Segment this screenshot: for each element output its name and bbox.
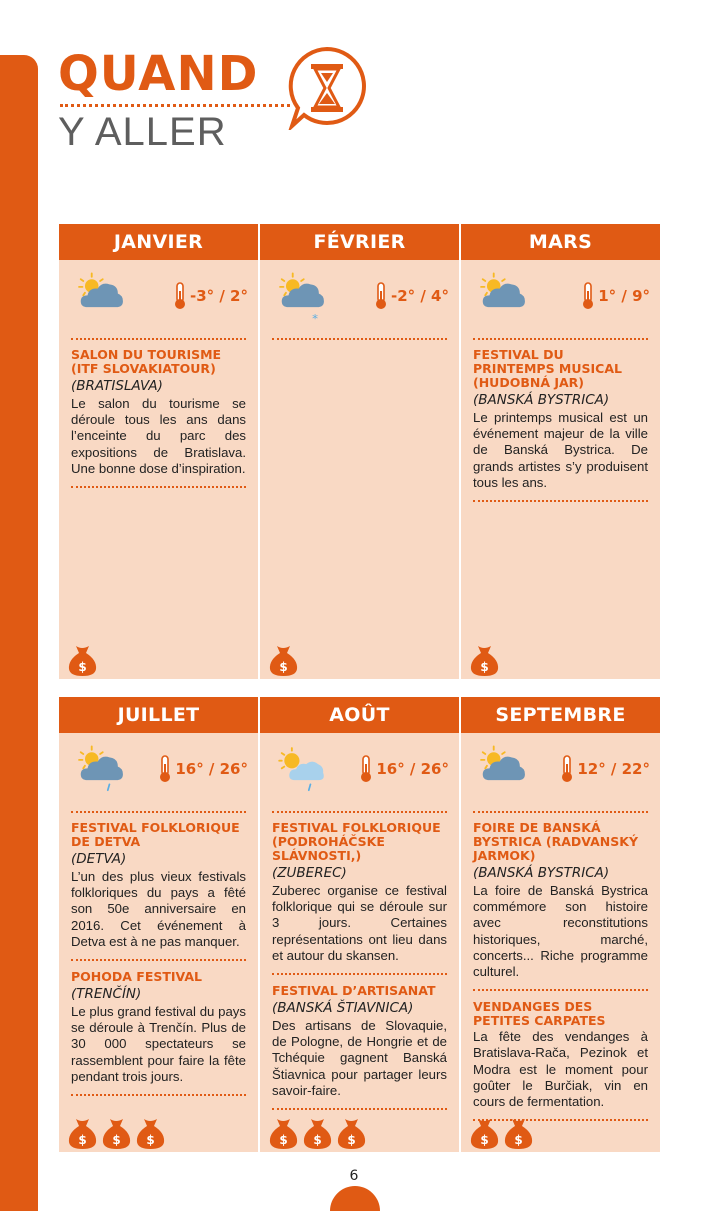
title-divider	[60, 104, 290, 107]
budget-indicator	[469, 643, 500, 677]
sun-cloud-icon	[73, 270, 129, 324]
events-list	[59, 340, 258, 488]
thermometer-icon	[173, 282, 187, 310]
events-list	[260, 813, 459, 1110]
weather-row	[260, 260, 459, 338]
svg-text:$: $	[347, 1133, 356, 1147]
budget-indicator	[268, 643, 299, 677]
temperature	[374, 282, 449, 310]
money-bag-icon	[336, 1116, 367, 1150]
event-divider	[473, 500, 648, 502]
weather-row	[260, 733, 459, 811]
event-description: La fête des vendanges à Bratislava-Rača, Pezinok et Modra est le moment pour goûter le Burčiak, vin en cours de fermentation.	[473, 1029, 648, 1110]
svg-text:$: $	[480, 1133, 489, 1147]
money-bag-icon	[67, 1116, 98, 1150]
event-description: La foire de Banská Bystrica commémore son histoire avec reconstitutions historiques, marché, concerts... Riche programme culturel.	[473, 883, 648, 980]
event-item	[473, 1000, 648, 1121]
event-description: Le printemps musical est un événement majeur de la ville de Banská Bystrica. De grands artistes s’y produisent tous les ans.	[473, 410, 648, 490]
svg-text:*: *	[312, 311, 319, 324]
event-description: Le plus grand festival du pays se déroule à Trenčín. Plus de 30 000 spectateurs se rassemblent pour faire la fête pendant trois jours.	[71, 1004, 246, 1084]
money-bag-icon	[469, 643, 500, 677]
event-place: (BANSKÁ BYSTRICA)	[473, 392, 610, 408]
event-place: (DETVA)	[71, 851, 127, 867]
event-title: FESTIVAL FOLKLORIQUE DE DETVA	[71, 820, 240, 849]
temperature-range: 12° / 22°	[577, 760, 650, 778]
event-divider	[71, 1094, 246, 1096]
sun-cloud-icon	[475, 743, 531, 797]
temperature-range: -2° / 4°	[390, 287, 449, 305]
hourglass-icon	[284, 44, 370, 130]
svg-text:$: $	[514, 1133, 523, 1147]
temperature	[359, 755, 449, 783]
month-name: FÉVRIER	[260, 224, 459, 260]
event-item	[71, 970, 246, 1096]
money-bag-icon	[101, 1116, 132, 1150]
event-title: FOIRE DE BANSKÁ BYSTRICA (RADVANSKÝ JARMOK)	[473, 820, 638, 863]
event-title: FESTIVAL FOLKLORIQUE (PODROHÁČSKE SLÁVNOSTI,)	[272, 820, 441, 863]
events-list	[461, 813, 660, 1121]
sun-cloud-rain-icon	[73, 743, 129, 797]
money-bag-icon	[503, 1116, 534, 1150]
weather-row	[461, 733, 660, 811]
event-divider	[272, 973, 447, 975]
month-name: MARS	[461, 224, 660, 260]
event-divider	[473, 989, 648, 991]
event-description: Le salon du tourisme se déroule tous les ans dans l’enceinte du parc des expositions de Bratislava. Une bonne dose d’inspiration.	[71, 396, 246, 476]
svg-text:$: $	[146, 1133, 155, 1147]
event-divider	[71, 486, 246, 488]
temperature-range: 1° / 9°	[598, 287, 650, 305]
sun-cloud-rain-icon	[274, 743, 330, 797]
event-place: (BANSKÁ BYSTRICA)	[473, 865, 610, 881]
svg-text:$: $	[78, 660, 87, 674]
event-place: (TRENČÍN)	[71, 986, 142, 1003]
event-item	[272, 821, 447, 975]
event-title: FESTIVAL D’ARTISANAT	[272, 983, 436, 999]
svg-text:$: $	[480, 660, 489, 674]
event-description: Des artisans de Slovaquie, de Pologne, de Hongrie et de Tchéquie gagnent Banská Štiavnica pour partager leurs savoir-faire.	[272, 1018, 447, 1098]
temperature	[560, 755, 650, 783]
event-title: SALON DU TOURISME (ITF SLOVAKIATOUR)	[71, 347, 222, 376]
temperature-range: 16° / 26°	[376, 760, 449, 778]
month-name: AOÛT	[260, 697, 459, 733]
budget-indicator	[268, 1116, 367, 1150]
money-bag-icon	[268, 1116, 299, 1150]
thermometer-icon	[560, 755, 574, 783]
month-column	[59, 697, 258, 1152]
weather-row	[59, 260, 258, 338]
page-subtitle: Y ALLER	[58, 110, 227, 154]
side-color-band	[0, 55, 38, 1211]
events-list	[461, 340, 660, 502]
weather-row	[461, 260, 660, 338]
event-item	[473, 821, 648, 991]
thermometer-icon	[581, 282, 595, 310]
svg-text:$: $	[279, 660, 288, 674]
sun-cloud-snow-icon	[274, 270, 330, 324]
temperature	[581, 282, 650, 310]
events-list	[59, 813, 258, 1096]
thermometer-icon	[158, 755, 172, 783]
month-name: SEPTEMBRE	[461, 697, 660, 733]
page-number: 6	[349, 1168, 359, 1184]
temperature-range: -3° / 2°	[189, 287, 248, 305]
month-column	[461, 224, 660, 679]
money-bag-icon	[469, 1116, 500, 1150]
thermometer-icon	[359, 755, 373, 783]
event-divider	[71, 959, 246, 961]
month-column	[461, 697, 660, 1152]
event-item	[71, 821, 246, 961]
month-column	[59, 224, 258, 679]
event-title: FESTIVAL DU PRINTEMPS MUSICAL (HUDOBNÁ JAR)	[473, 347, 622, 390]
month-name: JUILLET	[59, 697, 258, 733]
event-place: (ZUBEREC)	[272, 865, 347, 881]
event-description: L’un des plus vieux festivals folkloriques du pays a fêté son 50e anniversaire en 2016. Cet événement à Detva est à ne pas manquer.	[71, 869, 246, 949]
event-place: (BANSKÁ ŠTIAVNICA)	[272, 1000, 414, 1017]
budget-indicator	[67, 1116, 166, 1150]
budget-indicator	[67, 643, 98, 677]
page-title: QUAND	[58, 46, 259, 102]
temperature	[158, 755, 248, 783]
event-item	[71, 348, 246, 488]
page-tab	[330, 1186, 380, 1211]
sun-cloud-icon	[475, 270, 531, 324]
svg-text:$: $	[112, 1133, 121, 1147]
event-description: Zuberec organise ce festival folklorique qui se déroule sur 3 jours. Certaines représentations ont lieu dans et autour du skansen.	[272, 883, 447, 963]
svg-text:$: $	[78, 1133, 87, 1147]
event-place: (BRATISLAVA)	[71, 378, 163, 394]
budget-indicator	[469, 1116, 534, 1150]
event-item	[272, 984, 447, 1110]
event-divider	[272, 1108, 447, 1110]
event-item	[473, 348, 648, 502]
month-column	[260, 697, 459, 1152]
temperature-range: 16° / 26°	[175, 760, 248, 778]
svg-text:$: $	[279, 1133, 288, 1147]
month-column	[260, 224, 459, 679]
money-bag-icon	[302, 1116, 333, 1150]
svg-text:$: $	[313, 1133, 322, 1147]
money-bag-icon	[67, 643, 98, 677]
money-bag-icon	[135, 1116, 166, 1150]
thermometer-icon	[374, 282, 388, 310]
month-name: JANVIER	[59, 224, 258, 260]
money-bag-icon	[268, 643, 299, 677]
temperature	[173, 282, 248, 310]
event-title: POHODA FESTIVAL	[71, 969, 202, 985]
event-title: VENDANGES DES PETITES CARPATES	[473, 999, 606, 1029]
events-list	[260, 340, 459, 348]
weather-row	[59, 733, 258, 811]
